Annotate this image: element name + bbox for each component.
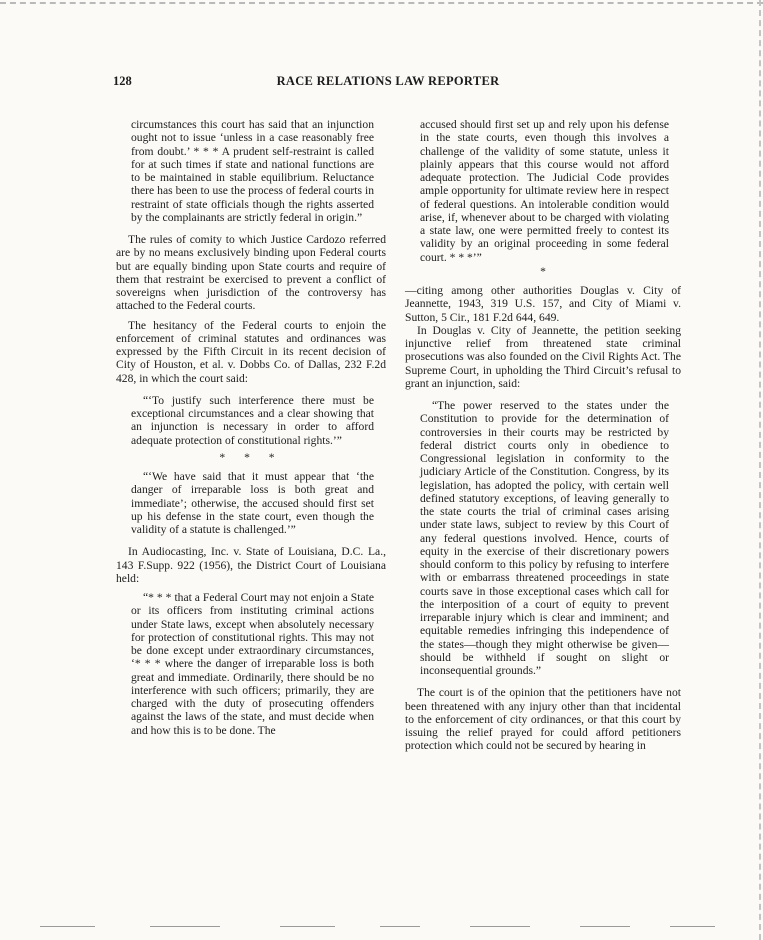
right-ellipsis-star: *	[540, 264, 546, 278]
running-head: RACE RELATIONS LAW REPORTER	[276, 74, 500, 88]
bottom-scan-marks	[0, 926, 763, 932]
left-quote-continued: circumstances this court has said that an injunction ought not to issue ‘unless in a case reasonably free from doubt.’ * * * A prudent self-restraint is called for at such times if state and national functions are to be maintained in stable equilibrium. Reluctance there has been to use the process of federal courts in restraint of state officials though the rights asserted by the complainants are strictly federal in origin.”	[131, 118, 374, 224]
right-border	[759, 0, 761, 940]
right-paragraph-opinion: The court is of the opinion that the petitioners have not been threatened with any injury other than that incidental to the enforcement of city ordinances, or that this court by issuing the relief prayed for could afford petitioners protection which could not be secured by hearing in	[405, 686, 681, 753]
right-column	[405, 118, 681, 753]
left-ellipsis-stars: * * *	[219, 450, 283, 464]
left-quote-dobbs-1: “‘To justify such interference there must be exceptional circumstances and a clear showing that an injunction is necessary in order to afford adequate protection of constitutional rights.’”	[131, 393, 374, 447]
left-paragraph-audiocasting: In Audiocasting, Inc. v. State of Louisiana, D.C. La., 143 F.Supp. 922 (1956), the District Court of Louisiana held:	[116, 545, 386, 585]
right-paragraph-douglas: In Douglas v. City of Jeannette, the petition seeking injunctive relief from threatened state criminal prosecutions was also founded on the Civil Rights Act. The Supreme Court, in upholding the Third Circuit’s refusal to grant an injunction, said:	[405, 323, 681, 390]
right-paragraph-citing: —citing among other authorities Douglas v. City of Jeannette, 1943, 319 U.S. 157, and City of Miami v. Sutton, 5 Cir., 181 F.2d 644, 649.	[405, 284, 681, 324]
left-quote-audiocasting: “* * * that a Federal Court may not enjoin a State or its officers from instituting criminal actions under State laws, except when absolutely necessary for protection of constitutional rights. This may not be done except under extraordinary circumstances, ‘* * * where the danger of irreparable loss is both great and immediate. Ordinarily, there should be no interference with such officers; primarily, they are charged with the duty of prosecuting offenders against the laws of the state, and must decide when and how this is to be done. The	[131, 591, 374, 737]
left-column	[116, 118, 386, 737]
page-header	[113, 74, 663, 94]
left-paragraph-hesitancy: The hesitancy of the Federal courts to enjoin the enforcement of criminal statutes and ordinances was expressed by the Fifth Circuit in its recent decision of City of Houston, et al. v. Dobbs Co. of Dallas, 232 F.2d 428, in which the court said:	[116, 318, 386, 385]
top-border	[0, 2, 763, 4]
left-paragraph-comity: The rules of comity to which Justice Cardozo referred are by no means exclusively binding upon Federal courts but are equally binding upon State courts and require of them that restraint be exercised to prevent a conflict of sovereigns when jurisdiction of the controversy has attached to the Federal courts.	[116, 233, 386, 313]
left-quote-dobbs-2: “‘We have said that it must appear that ‘the danger of irreparable loss is both great and immediate’; otherwise, the accused should first set up his defense in the state court, even though the validity of a statute is challenged.’”	[131, 470, 374, 536]
right-quote-continued: accused should first set up and rely upon his defense in the state courts, even though this involves a challenge of the validity of some statute, unless it plainly appears that this course would not afford adequate protection. The Judicial Code provides ample opportunity for ultimate review here in respect of federal questions. An intolerable condition would arise, if, whenever about to be charged with violating a state law, one were permitted freely to contest its validity by an original proceeding in some federal court. * * *’”	[420, 118, 669, 264]
right-quote-douglas: “The power reserved to the states under the Constitution to provide for the determination of controversies in their courts may be restricted by federal district courts only in obedience to Congressional legislation in conformity to the judiciary Article of the Constitution. Congress, by its legislation, has adopted the policy, with certain well defined statutory exceptions, of leaving generally to the state courts the trial of criminal cases arising under state laws, subject to review by this Court of any federal questions involved. Hence, courts of equity in the exercise of their discretionary powers should conform to this policy by refusing to interfere with or embarrass threatened proceedings in state courts save in those exceptional cases which call for the interposition of a court of equity to prevent irreparable injury which is clear and imminent; and equitable remedies infringing this independence of the states—though they might otherwise be given—should be withheld if sought on slight or inconsequential grounds.”	[420, 399, 669, 677]
page-number: 128	[113, 74, 132, 88]
